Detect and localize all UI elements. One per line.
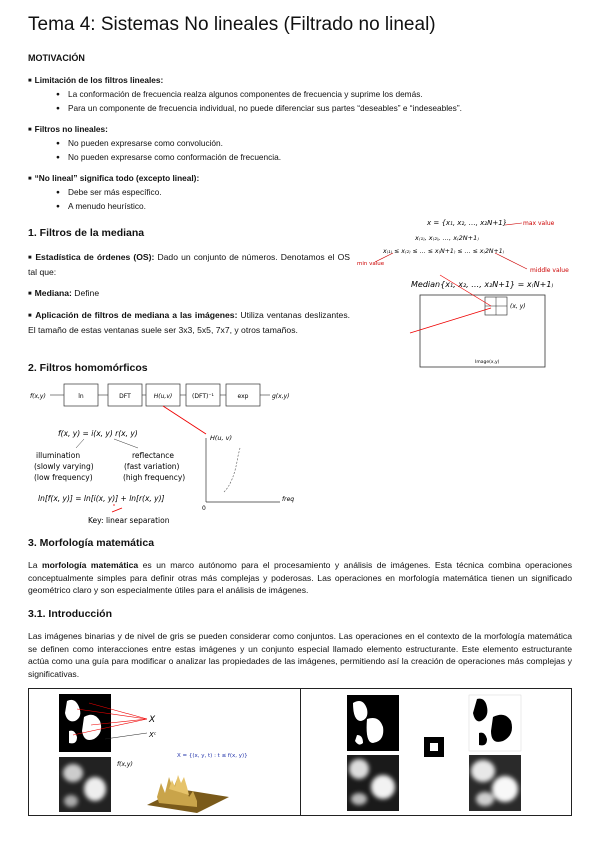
s1-paragraph-os: ■ Estadística de órdenes (OS): Dado un conjunto de números. Denotamos el OS tal que: <box>28 252 350 277</box>
list-item: ● La conformación de frecuencia realza algunos componentes de frecuencia y suprime los demás. <box>28 88 588 102</box>
pixel-label: (x, y) <box>510 303 526 310</box>
median-equation: Median{x₁, x₂, …, x₂N+1} = x₍N+1₎ <box>411 280 554 289</box>
output-label: g(x,y) <box>272 393 290 400</box>
min-value-label: min value <box>357 261 385 267</box>
branch-line <box>114 439 138 448</box>
s3-paragraph: La morfología matemática es un marco autónomo para el procesamiento y análisis de imágenes. Esta técnica combina operaciones conceptualmente simples para definir otras más complejas y poderosas. Las operaciones en morfología matemática tienen un significado geométrico claro y son especialmente útiles para el análisis de imágenes. <box>28 560 573 595</box>
section-1-heading: 1. Filtros de la mediana <box>28 227 145 239</box>
s1-paragraph-median: ■ Mediana: Define <box>28 288 100 298</box>
list-item: ● No pueden expresarse como conformación de frecuencia. <box>28 151 588 165</box>
pointer-line <box>163 406 206 434</box>
block-label: ln <box>78 393 84 400</box>
morphology-right-panel <box>301 689 571 815</box>
illumination-note: (slowly varying) <box>34 462 94 471</box>
median-filter-figure <box>355 215 585 370</box>
middle-arrow <box>495 253 527 269</box>
list-item: ● Para un componente de frecuencia individual, no puede diferenciar sus partes “deseables” e “indeseables”. <box>28 102 588 116</box>
group-label: ■ Filtros no lineales: <box>28 124 108 134</box>
morphology-left-panel <box>29 689 300 815</box>
set-equation: X = {(x, y, t) : t ≤ f(x, y)} <box>177 753 248 759</box>
group-label: ■ “No lineal” significa todo (excepto lineal): <box>28 173 200 183</box>
key-label: Key: linear separation <box>88 516 170 525</box>
xc-label: Xᶜ <box>149 731 157 739</box>
group-label: ■ Limitación de los filtros lineales: <box>28 75 164 85</box>
motivation-heading: MOTIVACIÓN <box>28 53 85 63</box>
section-3-1-heading: 3.1. Introducción <box>28 608 113 620</box>
s1-paragraph-application: ■ Aplicación de filtros de mediana a las imágenes: Utiliza ventanas deslizantes. El tamaño de estas ventanas suele ser 3x3, 5x5, 7x7, y otros tamaños. <box>28 310 351 335</box>
block-label: H(u,v) <box>153 393 173 400</box>
list-item: ● Debe ser más específico. <box>28 186 588 200</box>
illumination-note: (low frequency) <box>34 473 93 482</box>
input-label: f(x,y) <box>30 393 46 400</box>
image-frame <box>420 295 545 367</box>
h-curve <box>224 448 240 492</box>
branch-line <box>76 439 84 448</box>
illumination-label: illumination <box>36 451 81 460</box>
middle-value-label: middle value <box>530 267 569 274</box>
reflectance-note: (high frequency) <box>123 473 186 482</box>
s3-1-paragraph: Las imágenes binarias y de nivel de gris se pueden considerar como conjuntos. Las operaciones en el contexto de la morfología matemática se definen como interacciones entre estas imágenes y un conjunto especial llamado elemento estructurante. Este elemento estructurante actúa como una guía para modificar o analizar las propiedades de las imágenes, permitiendo así la creación de operaciones más complejas y significativas. <box>28 631 572 679</box>
fxy-label: f(x,y) <box>117 761 133 768</box>
block-label: DFT <box>119 393 131 400</box>
sorted-equation: x₍₁₎, x₍₂₎, …, x₍2N+1₎ <box>415 234 479 242</box>
list-item: ● A menudo heurístico. <box>28 200 588 214</box>
homomorphic-figure <box>26 378 296 528</box>
x-label: X <box>149 715 156 725</box>
max-arrow <box>505 223 522 225</box>
page-title: Tema 4: Sistemas No lineales (Filtrado no lineal) <box>28 14 436 35</box>
log-equation: ln[f(x, y)] = ln[i(x, y)] + ln[r(x, y)] <box>38 494 165 503</box>
max-value-label: max value <box>523 220 555 227</box>
freq-axis-label: freq <box>282 496 295 503</box>
motivation-groups <box>28 74 588 213</box>
red-mark <box>112 508 122 512</box>
surface-plot <box>147 775 229 813</box>
image-label: Image(x,y) <box>475 360 500 365</box>
structuring-element-core <box>430 743 438 751</box>
section-2-heading: 2. Filtros homomórficos <box>28 362 148 374</box>
product-equation: f(x, y) = i(x, y) r(x, y) <box>58 429 138 438</box>
h-axis-label: H(u, v) <box>210 434 233 442</box>
xc-pointer <box>105 733 147 739</box>
reflectance-label: reflectance <box>132 451 175 460</box>
block-label: exp <box>237 393 249 400</box>
section-3-heading: 3. Morfología matemática <box>28 537 155 549</box>
block-label: (DFT)⁻¹ <box>192 393 214 400</box>
reflectance-note: (fast variation) <box>124 462 180 471</box>
origin-label: 0 <box>202 505 206 512</box>
list-item: ● No pueden expresarse como convolución. <box>28 137 588 151</box>
inequality-equation: x₍₁₎ ≤ x₍₂₎ ≤ … ≤ x₍N+1₎ ≤ … ≤ x₍2N+1₎ <box>383 248 505 255</box>
morphology-figure <box>28 688 572 816</box>
set-equation: x = {x₁, x₂, …, x₂N+1} <box>427 219 508 227</box>
